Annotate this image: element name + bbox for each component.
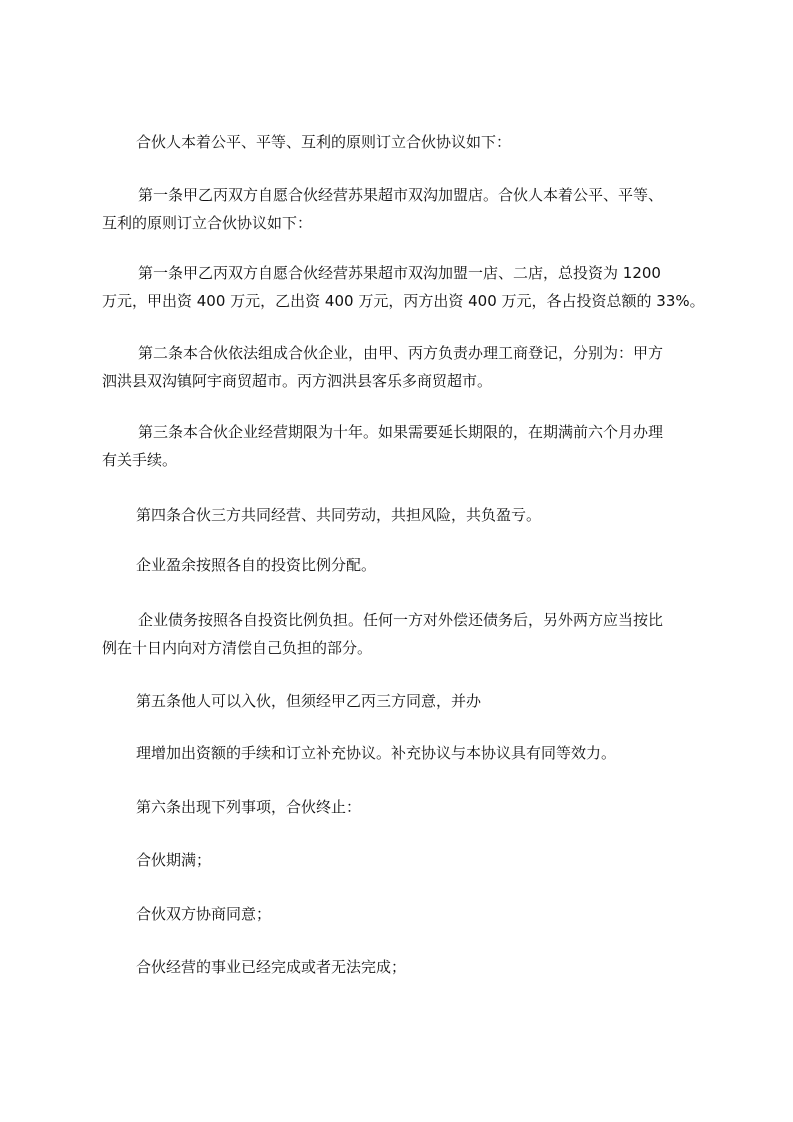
article-3-line-1: 第三条本合伙企业经营期限为十年。如果需要延长期限的，在期满前六个月办理 bbox=[138, 423, 664, 441]
article-1-line-2: 万元，甲出资 400 万元，乙出资 400 万元，丙方出资 400 万元，各占投资总额的 33%。 bbox=[102, 292, 705, 310]
debt-paragraph bbox=[102, 606, 702, 662]
article-1-draft-line-2: 互利的原则订立合伙协议如下： bbox=[102, 214, 313, 232]
article-1-line-1: 第一条甲乙丙双方自愿合伙经营苏果超市双沟加盟一店、二店，总投资为 1200 bbox=[138, 264, 661, 282]
article-5-paragraph bbox=[102, 687, 702, 715]
article-2-line-1: 第二条本合伙依法组成合伙企业，由甲、丙方负责办理工商登记，分别为：甲方 bbox=[138, 344, 664, 362]
termination-item-1 bbox=[102, 846, 702, 874]
article-5-continuation-paragraph bbox=[102, 739, 702, 767]
debt-line-1: 企业债务按照各自投资比例负担。任何一方对外偿还债务后，另外两方应当按比 bbox=[138, 611, 664, 629]
preamble-paragraph bbox=[102, 128, 702, 156]
article-1-draft-line-1: 第一条甲乙丙双方自愿合伙经营苏果超市双沟加盟店。合伙人本着公平、平等、 bbox=[138, 186, 664, 204]
article-2-paragraph bbox=[102, 339, 702, 395]
termination-item-3-text: 合伙经营的事业已经完成或者无法完成； bbox=[136, 958, 407, 976]
article-5-text: 第五条他人可以入伙，但须经甲乙丙三方同意，并办 bbox=[136, 692, 482, 710]
profit-distribution-text: 企业盈余按照各自的投资比例分配。 bbox=[136, 556, 377, 574]
debt-line-2: 例在十日内向对方清偿自己负担的部分。 bbox=[102, 639, 373, 657]
article-4-paragraph bbox=[102, 501, 702, 529]
article-6-text: 第六条出现下列事项，合伙终止： bbox=[136, 798, 362, 816]
termination-item-1-text: 合伙期满； bbox=[136, 851, 212, 869]
termination-item-2 bbox=[102, 900, 702, 928]
article-2-line-2: 泗洪县双沟镇阿宇商贸超市。丙方泗洪县客乐多商贸超市。 bbox=[102, 372, 493, 390]
termination-item-3 bbox=[102, 953, 702, 981]
preamble-text: 合伙人本着公平、平等、互利的原则订立合伙协议如下： bbox=[136, 133, 512, 151]
article-5-continuation-text: 理增加出资额的手续和订立补充协议。补充协议与本协议具有同等效力。 bbox=[136, 744, 617, 762]
article-1-paragraph bbox=[102, 259, 705, 315]
article-1-draft-paragraph bbox=[102, 181, 702, 237]
article-4-text: 第四条合伙三方共同经营、共同劳动，共担风险，共负盈亏。 bbox=[136, 506, 542, 524]
profit-distribution-paragraph bbox=[102, 551, 702, 579]
article-3-paragraph bbox=[102, 418, 702, 474]
article-3-line-2: 有关手续。 bbox=[102, 451, 178, 469]
article-6-paragraph bbox=[102, 793, 702, 821]
termination-item-2-text: 合伙双方协商同意； bbox=[136, 905, 272, 923]
